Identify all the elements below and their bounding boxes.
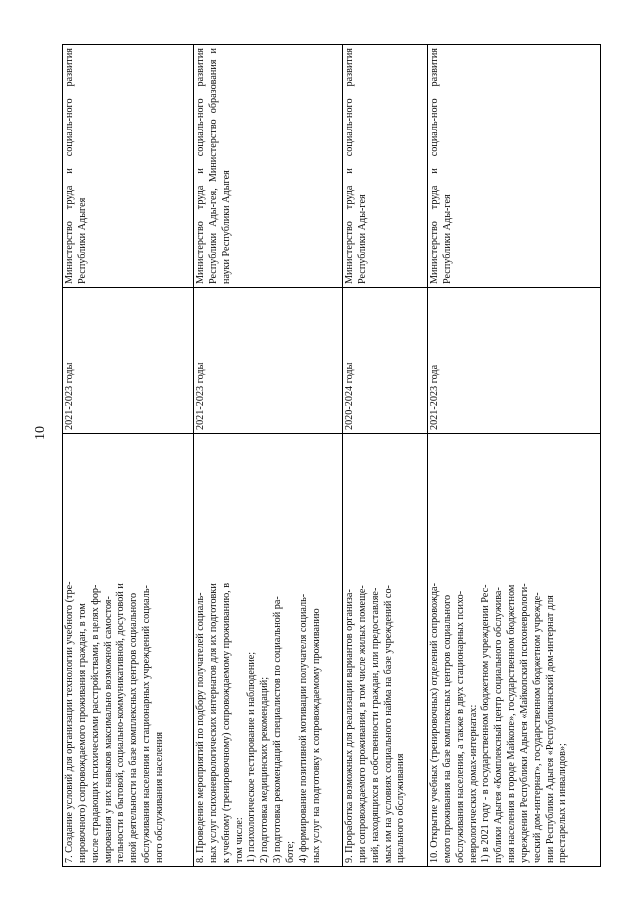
period-cell: 2020-2024 годы <box>343 288 428 434</box>
text-line: ния населения в городе Майкопе», государственном бюджетном <box>506 584 518 863</box>
text-line: иной деятельности на базе комплексных центров социального <box>128 592 140 863</box>
measure-description <box>428 434 601 867</box>
text-line: престарелых и инвалидов»; <box>557 743 569 863</box>
text-line: 9. Проработка возможных для реализации вариантов организа- <box>344 589 355 863</box>
responsible-cell: Министерство труда и социаль-ного развития Республики Ады-гея <box>428 45 601 288</box>
text-line: неврологических домах-интернатах: <box>467 704 479 863</box>
text-line: 10. Открытие учебных (тренировочных) отделений сопровожда- <box>429 583 440 863</box>
responsible-cell: Министерство труда и социаль-ного развития Республики Адыгея <box>63 45 194 288</box>
text-line: ного обслуживания населения <box>153 731 165 863</box>
text-line: ных услуг на подготовку к сопровождаемому проживанию <box>310 608 322 863</box>
measure-description <box>343 434 428 867</box>
text-line: 3) подготовка рекомендаций специалистов по социальной ра- <box>272 596 284 863</box>
text-line: числе страдающих психическими расстройствами, в целях фор- <box>89 584 101 863</box>
responsible-cell: Министерство труда и социаль-ного развития Республики Ады-гея <box>343 45 428 288</box>
table-row <box>63 45 194 867</box>
text-line: ции сопровождаемого проживания, в том числе жилых помеще- <box>356 585 368 863</box>
text-line: мых им на условиях социального найма на базе учреждений со- <box>382 585 394 863</box>
measure-description <box>194 434 343 867</box>
text-line: к учебному (тренировочному) сопровождаемому проживанию, в <box>220 582 232 863</box>
text-line: 1) психологическое тестирование и наблюдение; <box>246 651 258 863</box>
text-line: 7. Создание условий для организации технологии учебного (тре- <box>64 581 75 863</box>
text-line: мирования у них навыков максимально возможной самостоя- <box>102 596 114 863</box>
text-line: публики Адыгея «Комплексный центр социального обслужива- <box>493 587 505 863</box>
text-line: обслуживания населения, а также в двух стационарных психо- <box>454 590 466 863</box>
responsible-cell: Министерство труда и социаль-ного развития Республики Ады-гея, Министерство образования и науки Республики Адыгея <box>194 45 343 288</box>
text-line: 8. Проведение мероприятий по подбору получателей социаль- <box>195 592 206 863</box>
text-line: том числе: <box>233 817 245 863</box>
text-line: обслуживания населения и стационарных учреждений социаль- <box>141 585 153 863</box>
text-line: нировочного) сопровождаемого проживания граждан, в том <box>76 603 88 863</box>
measures-table <box>62 45 600 867</box>
text-line: боте; <box>284 841 296 863</box>
period-cell: 2021-2023 годы <box>63 288 194 434</box>
period-cell: 2021-2023 годы <box>194 288 343 434</box>
text-line: 4) формирование позитивной мотивации получателя социаль- <box>297 593 309 863</box>
table-row <box>343 45 428 867</box>
period-cell: 2021-2023 года <box>428 288 601 434</box>
text-line: емого проживания на базе комплексных центров социального <box>441 594 453 863</box>
page-number: 10 <box>33 426 48 440</box>
text-line: ных услуг психоневрологических интернатов для их подготовки <box>207 583 219 863</box>
measure-description <box>63 434 194 867</box>
text-line: ческий дом-интернат», государственном бюджетном учрежде- <box>531 592 543 863</box>
table-row <box>194 45 343 867</box>
measures-table-grid <box>62 44 601 867</box>
text-line: учреждении Республики Адыгея «Майкопский психоневрологи- <box>518 583 530 863</box>
text-line: циального обслуживания <box>395 753 407 863</box>
text-line: 2) подготовка медицинских рекомендаций; <box>259 676 271 863</box>
text-line: ний, находящихся в собственности граждан, или предоставляе- <box>369 587 381 863</box>
text-line: тельности в бытовой, социально-коммуникативной, досуговой и <box>115 583 127 863</box>
text-line: нии Республики Адыгея «Республиканский дом-интернат для <box>544 595 556 863</box>
table-row <box>428 45 601 867</box>
text-line: 1) в 2021 году - в государственном бюджетном учреждении Рес- <box>480 584 492 863</box>
